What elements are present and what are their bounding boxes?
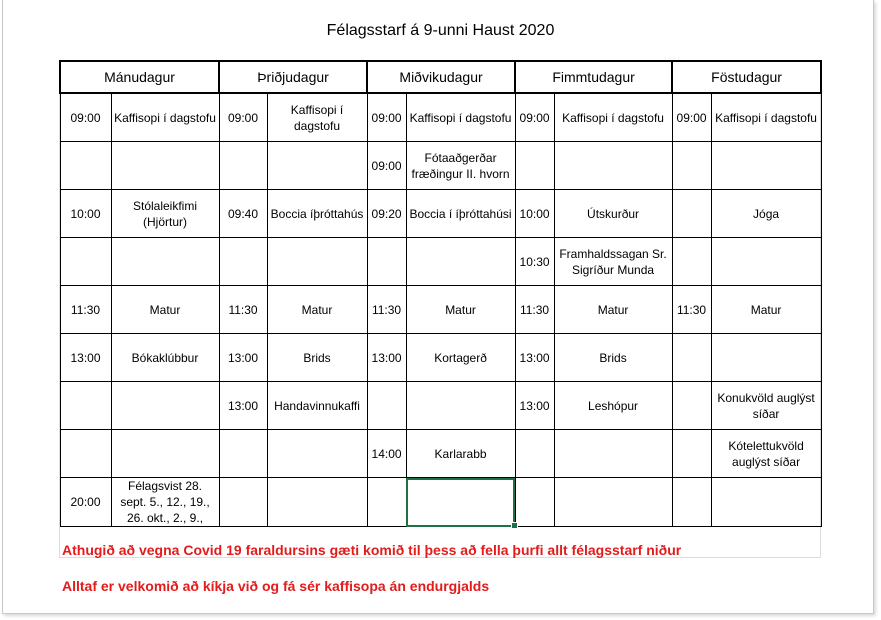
activity-cell[interactable] [711, 142, 821, 190]
selected-cell[interactable] [406, 478, 515, 527]
activity-cell[interactable]: Handavinnukaffi [267, 382, 367, 430]
time-cell[interactable] [367, 238, 406, 286]
activity-cell[interactable]: Kaffisopi í dagstofu [267, 93, 367, 142]
activity-cell[interactable]: Stólaleikfimi (Hjörtur) [111, 190, 219, 238]
time-cell[interactable]: 10:00 [60, 190, 111, 238]
time-cell[interactable] [515, 430, 554, 478]
time-cell[interactable] [60, 238, 111, 286]
time-cell[interactable]: 13:00 [219, 382, 267, 430]
schedule-row [60, 238, 821, 286]
activity-cell[interactable]: Leshópur [554, 382, 672, 430]
time-cell[interactable] [219, 142, 267, 190]
schedule-row [60, 286, 821, 334]
activity-cell[interactable]: Matur [267, 286, 367, 334]
activity-cell[interactable] [554, 478, 672, 527]
time-cell[interactable] [672, 334, 711, 382]
activity-cell[interactable]: Kótelettukvöld auglýst síðar [711, 430, 821, 478]
day-header: Mánudagur [60, 61, 219, 93]
activity-cell[interactable]: Kaffisopi í dagstofu [711, 93, 821, 142]
schedule-row [60, 142, 821, 190]
time-cell[interactable]: 20:00 [60, 478, 111, 527]
time-cell[interactable] [60, 430, 111, 478]
time-cell[interactable]: 13:00 [60, 334, 111, 382]
time-cell[interactable] [672, 190, 711, 238]
time-cell[interactable] [219, 478, 267, 527]
activity-cell[interactable] [111, 238, 219, 286]
activity-cell[interactable]: Bókaklúbbur [111, 334, 219, 382]
time-cell[interactable]: 10:00 [515, 190, 554, 238]
time-cell[interactable] [515, 142, 554, 190]
activity-cell[interactable]: Brids [554, 334, 672, 382]
schedule-row [60, 93, 821, 142]
time-cell[interactable]: 09:00 [219, 93, 267, 142]
activity-cell[interactable]: Matur [554, 286, 672, 334]
time-cell[interactable] [219, 430, 267, 478]
activity-cell[interactable]: Jóga [711, 190, 821, 238]
activity-cell[interactable]: Fótaaðgerðar fræðingur II. hvorn [406, 142, 515, 190]
covid-notice: Athugið að vegna Covid 19 faraldursins gæti komið til þess að fella þurfi allt félagsstarf niður [62, 542, 682, 558]
weekly-schedule-table [59, 60, 822, 527]
time-cell[interactable]: 13:00 [515, 382, 554, 430]
activity-cell[interactable]: Boccia íþróttahús [267, 190, 367, 238]
time-cell[interactable]: 13:00 [367, 334, 406, 382]
schedule-row [60, 334, 821, 382]
coffee-welcome-notice: Alltaf er velkomið að kíkja við og fá sér kaffisopa án endurgjalds [62, 578, 490, 594]
activity-cell[interactable]: Brids [267, 334, 367, 382]
day-header: Miðvikudagur [367, 61, 515, 93]
activity-cell[interactable]: Konukvöld auglýst síðar [711, 382, 821, 430]
activity-cell[interactable]: Boccia í íþróttahúsi [406, 190, 515, 238]
activity-cell[interactable] [111, 142, 219, 190]
activity-cell[interactable] [111, 382, 219, 430]
time-cell[interactable] [672, 142, 711, 190]
time-cell[interactable] [672, 478, 711, 527]
time-cell[interactable]: 09:00 [367, 93, 406, 142]
activity-cell[interactable]: Kortagerð [406, 334, 515, 382]
activity-cell[interactable]: Útskurður [554, 190, 672, 238]
schedule-row [60, 190, 821, 238]
activity-cell[interactable] [406, 238, 515, 286]
time-cell[interactable]: 09:40 [219, 190, 267, 238]
activity-cell[interactable]: Kaffisopi í dagstofu [406, 93, 515, 142]
time-cell[interactable]: 10:30 [515, 238, 554, 286]
activity-cell[interactable]: Félagsvist 28. sept. 5., 12., 19., 26. okt., 2., 9., [111, 478, 219, 527]
activity-cell[interactable] [267, 142, 367, 190]
time-cell[interactable]: 09:00 [672, 93, 711, 142]
day-header: Þriðjudagur [219, 61, 367, 93]
time-cell[interactable] [515, 478, 554, 527]
activity-cell[interactable]: Karlarabb [406, 430, 515, 478]
activity-cell[interactable] [554, 142, 672, 190]
activity-cell[interactable] [406, 382, 515, 430]
activity-cell[interactable]: Kaffisopi í dagstofu [111, 93, 219, 142]
activity-cell[interactable] [267, 238, 367, 286]
activity-cell[interactable]: Matur [111, 286, 219, 334]
time-cell[interactable] [367, 382, 406, 430]
time-cell[interactable] [219, 238, 267, 286]
activity-cell[interactable] [554, 430, 672, 478]
activity-cell[interactable] [711, 334, 821, 382]
activity-cell[interactable] [711, 238, 821, 286]
day-header: Föstudagur [672, 61, 821, 93]
time-cell[interactable] [367, 478, 406, 527]
time-cell[interactable]: 09:00 [515, 93, 554, 142]
activity-cell[interactable]: Framhaldssagan Sr. Sigríður Munda [554, 238, 672, 286]
time-cell[interactable]: 14:00 [367, 430, 406, 478]
schedule-row [60, 430, 821, 478]
day-header: Fimmtudagur [515, 61, 672, 93]
time-cell[interactable]: 13:00 [515, 334, 554, 382]
schedule-row [60, 478, 821, 527]
time-cell[interactable]: 11:30 [219, 286, 267, 334]
time-cell[interactable] [672, 382, 711, 430]
page-title: Félagsstarf á 9-unni Haust 2020 [326, 22, 555, 39]
time-cell[interactable] [60, 382, 111, 430]
time-cell[interactable]: 09:20 [367, 190, 406, 238]
time-cell[interactable]: 09:00 [367, 142, 406, 190]
time-cell[interactable]: 09:00 [60, 93, 111, 142]
time-cell[interactable]: 11:30 [672, 286, 711, 334]
activity-cell[interactable] [711, 478, 821, 527]
activity-cell[interactable]: Matur [406, 286, 515, 334]
activity-cell[interactable] [267, 430, 367, 478]
time-cell[interactable] [672, 430, 711, 478]
activity-cell[interactable]: Matur [711, 286, 821, 334]
time-cell[interactable] [672, 238, 711, 286]
time-cell[interactable]: 11:30 [515, 286, 554, 334]
time-cell[interactable]: 11:30 [60, 286, 111, 334]
activity-cell[interactable] [111, 430, 219, 478]
time-cell[interactable] [60, 142, 111, 190]
day-header-row [60, 61, 821, 93]
schedule-row [60, 382, 821, 430]
time-cell[interactable]: 13:00 [219, 334, 267, 382]
activity-cell[interactable]: Kaffisopi í dagstofu [554, 93, 672, 142]
activity-cell[interactable] [267, 478, 367, 527]
time-cell[interactable]: 11:30 [367, 286, 406, 334]
